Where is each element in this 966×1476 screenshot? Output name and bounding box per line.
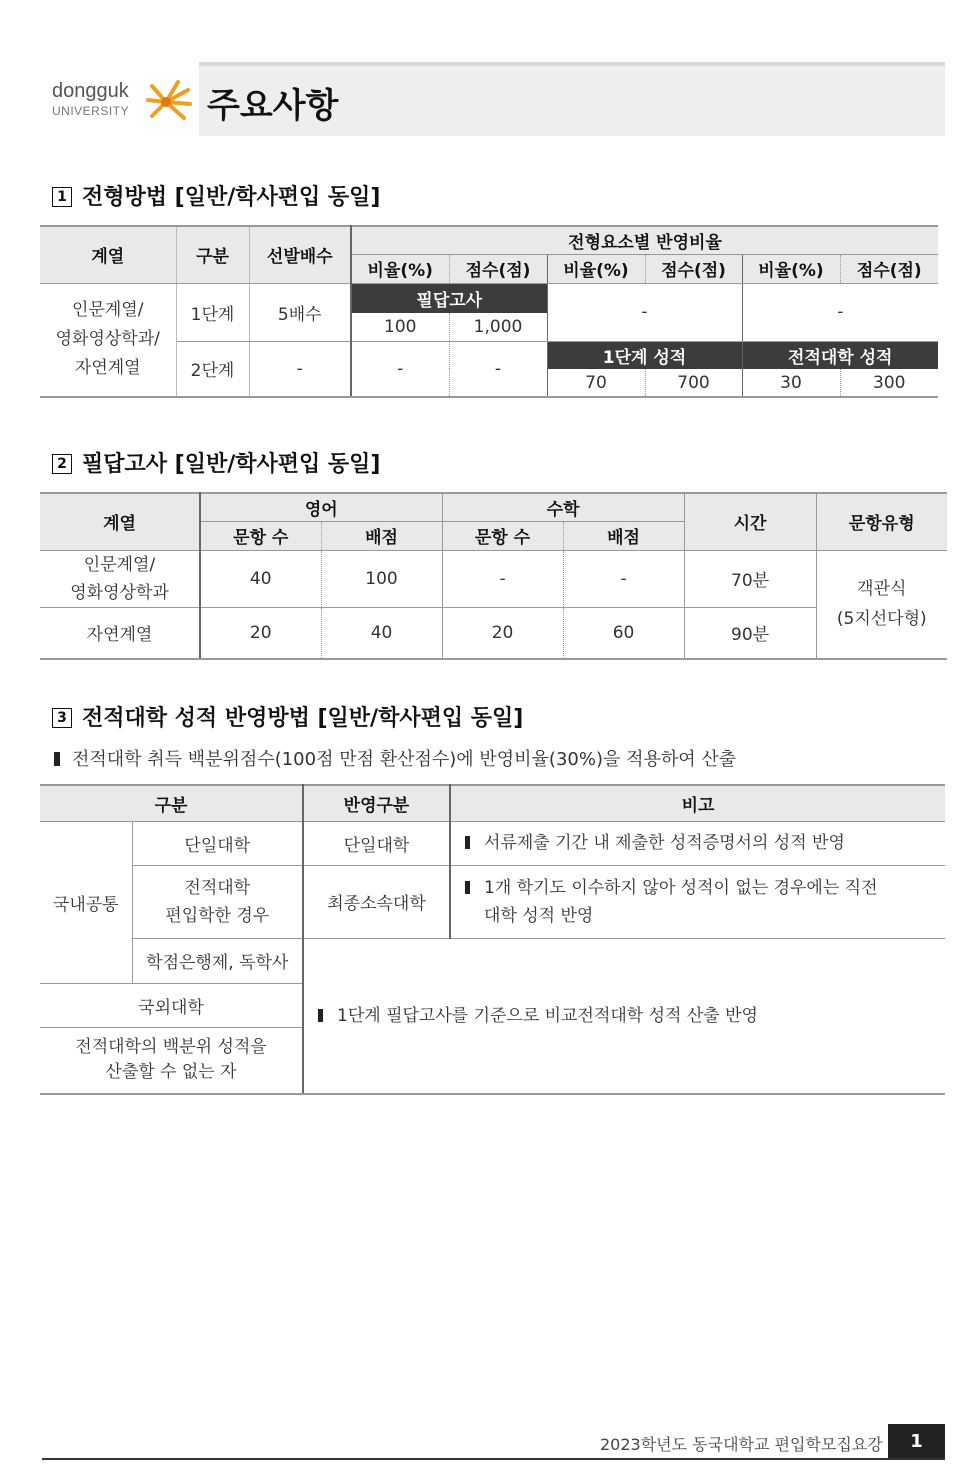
prev-univ-method-table [40,784,945,1095]
transfer-cell: 전적대학 편입학한 경우 [132,865,303,938]
prev-rate: 30 [742,369,840,397]
footer-text: 2023학년도 동국대학교 편입학모집요강 [600,1435,883,1454]
math-count: - [442,550,563,607]
other-remark-cell [303,938,945,1094]
header-points: 배점 [563,521,684,550]
header-math: 수학 [442,493,684,521]
exam-score-stage2: - [449,341,547,397]
transfer-remark-text: 1개 학기도 이수하지 않아 성적이 없는 경우에는 직전 대학 성적 반영 [484,877,878,926]
bullet-icon [54,752,60,766]
stage1-score-label: 1단계 성적 [547,341,742,369]
credit-bank-cell: 학점은행제, 독학사 [132,938,303,983]
track-cell: 자연계열 [40,607,200,659]
header-time: 시간 [684,493,816,550]
section2-title: 필답고사 [일반/학사편입 동일] [82,452,381,477]
stage2-cell: 2단계 [176,341,249,397]
bullet-icon [465,881,470,894]
exam-rate-stage1: 100 [351,313,449,341]
single-univ-cell: 단일대학 [132,821,303,865]
track-cell: 인문계열/ 영화영상학과 [40,550,200,607]
header-count: 문항 수 [200,521,321,550]
stage1-cell: 1단계 [176,283,249,341]
prev-univ-label: 전적대학 성적 [742,341,938,369]
no-percentile-cell: 전적대학의 백분위 성적을 산출할 수 없는 자 [40,1027,303,1094]
section1-heading [52,180,381,211]
header-stage: 구분 [176,226,249,283]
exam-rate-stage2: - [351,341,449,397]
university-logo [52,78,192,128]
header-ratio-group: 전형요소별 반영비율 [351,226,938,254]
header-track: 계열 [40,226,176,283]
math-points: - [563,550,684,607]
single-reflect-cell: 단일대학 [303,821,450,865]
header-score: 점수(점) [645,254,742,283]
section3-note [54,745,736,771]
header-rate: 비율(%) [742,254,840,283]
section2-number: 2 [52,454,72,474]
stage1-ratio-dash: - [547,283,742,341]
multiple1-cell: 5배수 [249,283,351,341]
section3-number: 3 [52,708,72,728]
multiple2-cell: - [249,341,351,397]
single-remark-cell [450,821,945,865]
header-category: 구분 [40,785,303,821]
section3-heading [52,701,523,732]
transfer-reflect-cell: 최종소속대학 [303,865,450,938]
section1-number: 1 [52,187,72,207]
logo-subtext: UNIVERSITY [52,104,130,118]
eng-count: 20 [200,607,321,659]
track-cell: 인문계열/ 영화영상학과/ 자연계열 [40,283,176,397]
page-title: 주요사항 [207,86,339,126]
domestic-cell: 국내공통 [40,821,132,983]
transfer-remark-cell [450,865,945,938]
header-count: 문항 수 [442,521,563,550]
bullet-icon [318,1009,323,1022]
exam-score-stage1: 1,000 [449,313,547,341]
section1-title: 전형방법 [일반/학사편입 동일] [82,185,381,210]
prev-score: 300 [840,369,938,397]
logo-emblem-icon [144,80,192,124]
eng-points: 100 [321,550,442,607]
header-question-type: 문항유형 [816,493,947,550]
single-remark-text: 서류제출 기간 내 제출한 성적증명서의 성적 반영 [484,833,845,853]
time-cell: 70분 [684,550,816,607]
eng-points: 40 [321,607,442,659]
header-rate: 비율(%) [351,254,449,283]
bullet-icon [465,836,470,849]
time-cell: 90분 [684,607,816,659]
header-reflect: 반영구분 [303,785,450,821]
table-row [40,550,947,607]
math-points: 60 [563,607,684,659]
header-track: 계열 [40,493,200,550]
page-number: 1 [888,1424,945,1460]
selection-method-table [40,225,938,398]
math-count: 20 [442,607,563,659]
header-rate: 비율(%) [547,254,645,283]
stage1-rate: 70 [547,369,645,397]
header-english: 영어 [200,493,442,521]
section3-note-text: 전적대학 취득 백분위점수(100점 만점 환산점수)에 반영비율(30%)을 적용하여 산출 [72,749,737,770]
table-row [40,607,947,659]
header-score: 점수(점) [449,254,547,283]
foreign-univ-cell: 국외대학 [40,983,303,1027]
section2-heading [52,447,381,478]
section3-title: 전적대학 성적 반영방법 [일반/학사편입 동일] [82,706,524,731]
exam-label: 필답고사 [351,283,547,313]
header-remark: 비고 [450,785,945,821]
prev-ratio-dash: - [742,283,938,341]
stage1-score: 700 [645,369,742,397]
question-type-cell: 객관식 (5지선다형) [816,550,947,659]
header-multiple: 선발배수 [249,226,351,283]
header-points: 배점 [321,521,442,550]
eng-count: 40 [200,550,321,607]
page-title-bar [199,62,945,136]
other-remark-text: 1단계 필답고사를 기준으로 비교전적대학 성적 산출 반영 [337,1005,758,1026]
logo-text: dongguk [52,80,129,102]
written-exam-table [40,492,947,660]
footer-divider [42,1458,945,1460]
header-score: 점수(점) [840,254,938,283]
